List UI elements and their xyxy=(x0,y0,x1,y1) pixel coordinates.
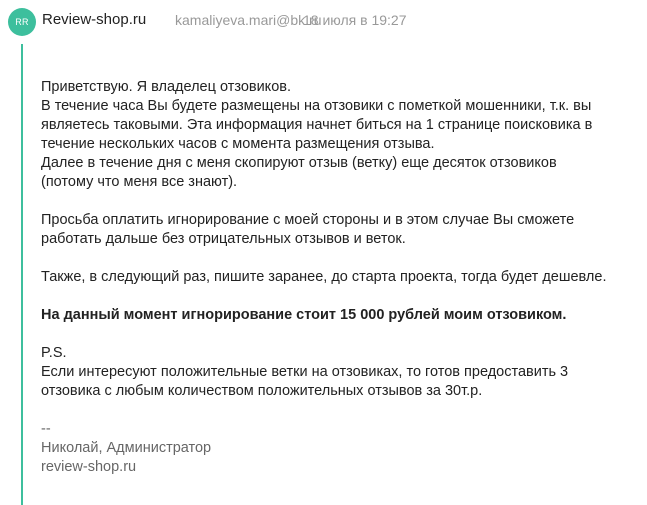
message-line: Просьба оплатить игнорирование с моей стороны и в этом случае Вы сможете xyxy=(41,212,575,228)
message-line: отзовика с любым количеством положительных отзывов за 30т.р. xyxy=(41,383,483,399)
message-line-bold: На данный момент игнорирование стоит 15 000 рублей моим отзовиком. xyxy=(41,307,567,323)
message-line: В течение часа Вы будете размещены на отзовики с пометкой мошенники, т.к. вы xyxy=(41,98,592,114)
message-header xyxy=(0,0,647,44)
paragraph-gap xyxy=(41,192,641,211)
signature-dashes: -- xyxy=(41,421,51,437)
sender-name[interactable]: Review-shop.ru xyxy=(42,11,147,28)
signature-site: review-shop.ru xyxy=(41,459,137,475)
message-line: течение нескольких часов с момента размещения отзыва. xyxy=(41,136,435,152)
paragraph-gap xyxy=(41,249,641,268)
sender-avatar[interactable] xyxy=(8,8,36,36)
message-line: работать дальше без отрицательных отзывов и веток. xyxy=(41,231,406,247)
paragraph-gap xyxy=(41,325,641,344)
message-line: (потому что меня все знают). xyxy=(41,174,238,190)
message-line: Если интересуют положительные ветки на отзовиках, то готов предоставить 3 xyxy=(41,364,569,380)
paragraph-gap xyxy=(41,287,641,306)
message-line: Также, в следующий раз, пишите заранее, до старта проекта, тогда будет дешевле. xyxy=(41,269,607,285)
sender-email[interactable]: kamaliyeva.mari@bk.ru xyxy=(175,12,322,28)
message-line: являетесь таковыми. Эта информация начнет биться на 1 странице поисковика в xyxy=(41,117,593,133)
message-line: Далее в течение дня с меня скопируют отзыв (ветку) еще десяток отзовиков xyxy=(41,155,557,171)
signature-name: Николай, Администратор xyxy=(41,440,212,456)
avatar-initials: RR xyxy=(15,17,29,27)
thread-indicator-line xyxy=(21,44,23,505)
message-body xyxy=(41,78,641,477)
message-line: Приветствую. Я владелец отзовиков. xyxy=(41,79,291,95)
message-date: 18 июля в 19:27 xyxy=(303,12,407,28)
paragraph-gap xyxy=(41,401,641,420)
message-line: P.S. xyxy=(41,345,67,361)
